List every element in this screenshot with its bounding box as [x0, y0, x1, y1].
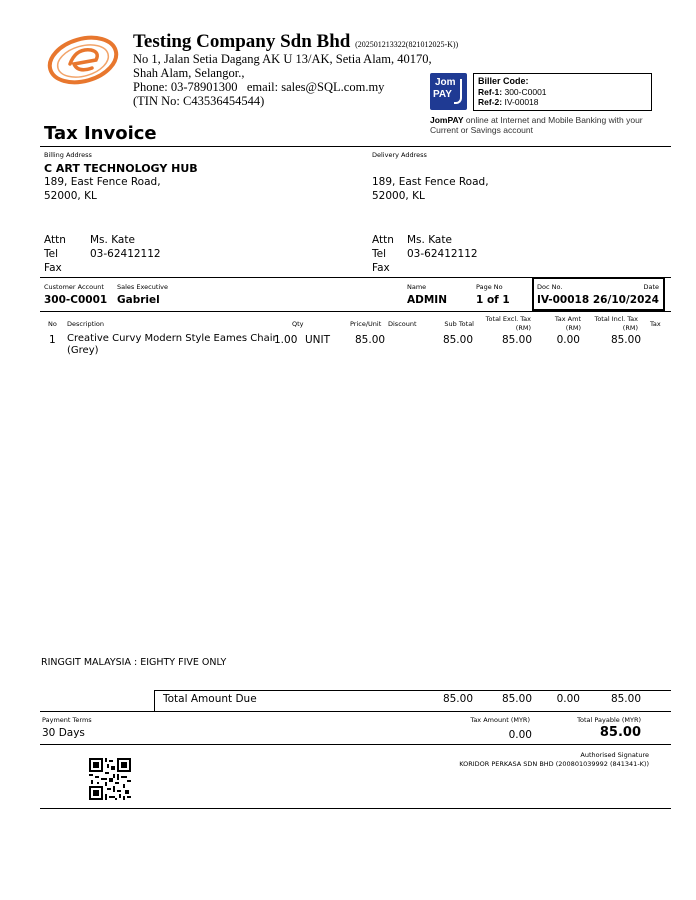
doc-date: 26/10/2024 — [592, 294, 659, 306]
th-qty: Qty — [292, 320, 304, 328]
jompay-logo-top: Jom — [435, 77, 456, 88]
company-address-2: Shah Alam, Selangor., — [133, 66, 245, 80]
row-uom: UNIT — [305, 334, 331, 346]
delivery-tel-label: Tel — [372, 248, 387, 260]
th-tax: Tax — [650, 320, 661, 328]
company-logo — [46, 30, 124, 88]
title-divider — [40, 146, 671, 147]
billing-address-label: Billing Address — [44, 151, 92, 159]
totals-left-border — [154, 690, 155, 711]
row-excl: 85.00 — [501, 334, 532, 346]
total-payable-value: 85.00 — [599, 725, 641, 740]
delivery-address-label: Delivery Address — [372, 151, 427, 159]
th-subtotal: Sub Total — [444, 320, 474, 328]
qr-code — [89, 758, 131, 800]
total-incl: 85.00 — [610, 693, 641, 705]
total-amount-due-label: Total Amount Due — [163, 693, 257, 705]
billing-line-2: 52000, KL — [44, 190, 97, 202]
company-reg-no: (202501213322(821012025-K)) — [355, 40, 459, 49]
name-value: ADMIN — [407, 294, 447, 306]
delivery-line-1: 189, East Fence Road, — [372, 176, 489, 188]
delivery-line-2: 52000, KL — [372, 190, 425, 202]
doc-no: IV-00018 — [537, 294, 590, 306]
row-subtotal: 85.00 — [442, 334, 473, 346]
th-excl-2: (RM) — [515, 324, 531, 332]
billing-line-1: 189, East Fence Road, — [44, 176, 161, 188]
company-tin: (TIN No: C43536454544) — [133, 94, 265, 108]
payment-terms: 30 Days — [42, 727, 85, 739]
th-price: Price/Unit — [350, 320, 382, 328]
billing-name: C ART TECHNOLOGY HUB — [44, 162, 198, 175]
jompay-logo — [430, 73, 467, 110]
payment-bottom-divider — [40, 744, 671, 745]
date-label: Date — [643, 283, 659, 291]
ref1-line: Ref-1: 300-C0001 — [478, 87, 547, 97]
delivery-attn: Ms. Kate — [407, 234, 452, 246]
authorised-signature: Authorised Signature — [580, 751, 649, 759]
row-taxamt: 0.00 — [556, 334, 580, 346]
billing-attn-label: Attn — [44, 234, 66, 246]
company-phone-email: Phone: 03-78901300 email: sales@SQL.com.my — [133, 80, 385, 94]
delivery-attn-label: Attn — [372, 234, 394, 246]
delivery-tel: 03-62412112 — [407, 248, 478, 260]
row-desc-2: (Grey) — [67, 345, 99, 356]
biller-box — [473, 73, 652, 111]
row-qty: 1.00 — [274, 334, 298, 346]
th-incl-2: (RM) — [622, 324, 638, 332]
total-subtotal: 85.00 — [442, 693, 473, 705]
page-title: Tax Invoice — [44, 123, 157, 144]
th-description: Description — [67, 320, 105, 328]
delivery-fax-label: Fax — [372, 262, 390, 274]
sales-exec-label: Sales Executive — [117, 283, 169, 291]
tax-amount-value: 0.00 — [508, 729, 532, 741]
row-no: 1 — [49, 334, 56, 346]
row-incl: 85.00 — [610, 334, 641, 346]
total-taxamt: 0.00 — [556, 693, 580, 705]
th-incl-1: Total Incl. Tax — [594, 315, 638, 323]
doc-box — [532, 277, 665, 311]
billing-fax-label: Fax — [44, 262, 62, 274]
total-payable-label: Total Payable (MYR) — [577, 716, 641, 724]
info-bottom-divider — [40, 311, 671, 312]
jompay-tagline-2: Current or Savings account — [430, 125, 533, 135]
billing-attn: Ms. Kate — [90, 234, 135, 246]
doc-no-label: Doc No. — [537, 283, 563, 291]
page-no-label: Page No — [476, 283, 503, 291]
customer-account-label: Customer Account — [44, 283, 104, 291]
th-no: No — [48, 320, 57, 328]
amount-in-words: RINGGIT MALAYSIA : EIGHTY FIVE ONLY — [41, 657, 227, 668]
page-no: 1 of 1 — [476, 294, 510, 306]
th-taxamt-2: (RM) — [565, 324, 581, 332]
jompay-j-icon — [454, 79, 462, 104]
footer-bottom-divider — [40, 808, 671, 809]
biller-code-label: Biller Code: — [478, 76, 529, 86]
tax-amount-label: Tax Amount (MYR) — [470, 716, 530, 724]
billing-tel: 03-62412112 — [90, 248, 161, 260]
total-excl: 85.00 — [501, 693, 532, 705]
jompay-tagline: JomPAY online at Internet and Mobile Banking with your — [430, 115, 643, 125]
th-excl-1: Total Excl. Tax — [485, 315, 531, 323]
th-taxamt-1: Tax Amt — [554, 315, 581, 323]
company-name: Testing Company Sdn Bhd (202501213322(821012025-K)) — [133, 31, 459, 52]
koridor-line: KORIDOR PERKASA SDN BHD (200801039992 (841341-K)) — [459, 760, 649, 768]
th-discount: Discount — [388, 320, 417, 328]
totals-bottom-divider — [40, 711, 671, 712]
billing-tel-label: Tel — [44, 248, 59, 260]
company-address-1: No 1, Jalan Setia Dagang AK U 13/AK, Setia Alam, 40170, — [133, 52, 432, 66]
totals-top-divider — [154, 690, 671, 691]
row-price: 85.00 — [355, 334, 386, 346]
row-desc-1: Creative Curvy Modern Style Eames Chair — [67, 333, 277, 344]
jompay-logo-bottom: PAY — [433, 89, 452, 100]
name-label: Name — [407, 283, 427, 291]
customer-account: 300-C0001 — [44, 294, 108, 306]
sales-exec: Gabriel — [117, 294, 160, 306]
ref2-line: Ref-2: IV-00018 — [478, 97, 539, 107]
payment-terms-label: Payment Terms — [42, 716, 92, 724]
